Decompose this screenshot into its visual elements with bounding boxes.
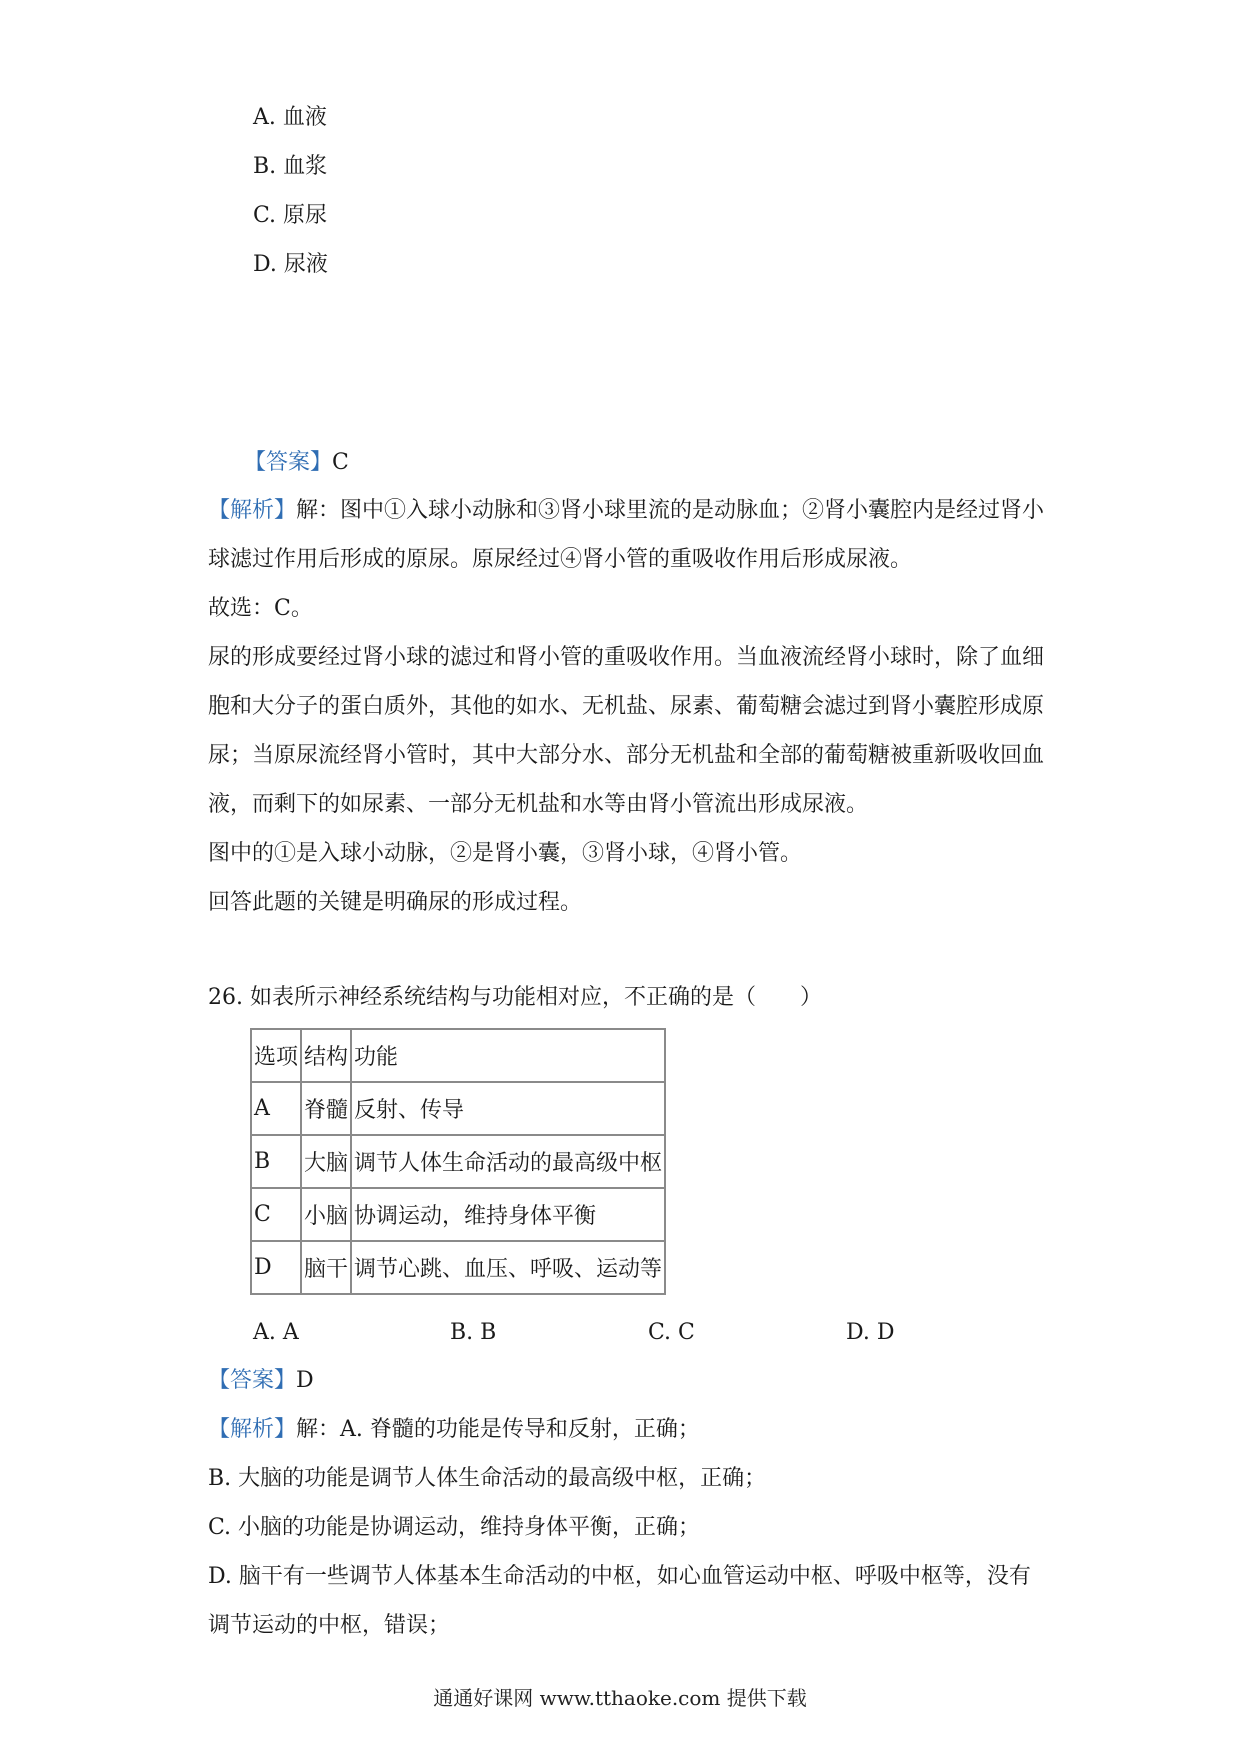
q25-option-b: B. 血浆 [253,154,328,179]
q26-analysis-line-3: C. 小脑的功能是协调运动，维持身体平衡，正确； [208,1515,701,1540]
q26-option-a: A. A [253,1320,299,1345]
table-cell: C [251,1188,301,1241]
q25-analysis-line-1 [208,496,1044,526]
table-cell: 协调运动，维持身体平衡 [351,1188,665,1241]
q25-analysis-line-7: 液，而剩下的如尿素、一部分无机盐和水等由肾小管流出形成尿液。 [208,792,869,817]
q25-analysis-line-3: 故选：C。 [208,596,313,621]
q25-analysis-line-6: 尿；当原尿流经肾小管时，其中大部分水、部分无机盐和全部的葡萄糖被重新吸收回血 [208,743,1045,768]
q26-analysis-line-4: D. 脑干有一些调节人体基本生命活动的中枢，如心血管运动中枢、呼吸中枢等，没有 [208,1564,1031,1589]
q25-analysis-line-2: 球滤过作用后形成的原尿。原尿经过④肾小管的重吸收作用后形成尿液。 [208,547,913,572]
q26-option-b: B. B [450,1320,497,1345]
table-cell: 小脑 [301,1188,351,1241]
table-row [251,1135,665,1188]
table-cell: 调节人体生命活动的最高级中枢 [351,1135,665,1188]
analysis-text: 解：A. 脊髓的功能是传导和反射，正确； [296,1417,700,1442]
answer-value: C [332,450,349,475]
table-cell: 脑干 [301,1241,351,1294]
q26-option-c: C. C [648,1320,695,1345]
table-cell: D [251,1241,301,1294]
q25-analysis-line-4: 尿的形成要经过肾小球的滤过和肾小管的重吸收作用。当血液流经肾小球时，除了血细 [208,645,1045,670]
table-row [251,1241,665,1294]
table-cell: A [251,1082,301,1135]
analysis-tag: 【解析】 [208,498,297,523]
q26-analysis-line-5: 调节运动的中枢，错误； [208,1613,451,1638]
q26-answer [208,1366,314,1396]
page-footer: 通通好课网 www.tthaoke.com 提供下载 [433,1686,807,1710]
table-cell: 脊髓 [301,1082,351,1135]
q26-stem: 26. 如表所示神经系统结构与功能相对应，不正确的是（ ） [208,985,822,1010]
table-cell: 功能 [351,1029,665,1082]
q26-analysis-line-2: B. 大脑的功能是调节人体生命活动的最高级中枢，正确； [208,1466,767,1491]
table-cell: 大脑 [301,1135,351,1188]
q25-option-a: A. 血液 [253,105,327,130]
answer-value: D [296,1368,314,1393]
analysis-text: 解：图中①入球小动脉和③肾小球里流的是动脉血；②肾小囊腔内是经过肾小 [296,498,1045,523]
q26-option-d: D. D [846,1320,895,1345]
table-cell: 调节心跳、血压、呼吸、运动等 [351,1241,665,1294]
q25-analysis-line-9: 回答此题的关键是明确尿的形成过程。 [208,890,583,915]
table-row [251,1082,665,1135]
q25-option-c: C. 原尿 [253,203,328,228]
table-cell: 选项 [251,1029,301,1082]
table-header-row [251,1029,665,1082]
analysis-tag: 【解析】 [208,1417,297,1442]
table-cell: 结构 [301,1029,351,1082]
table-cell: 反射、传导 [351,1082,665,1135]
q25-analysis-line-5: 胞和大分子的蛋白质外，其他的如水、无机盐、尿素、葡萄糖会滤过到肾小囊腔形成原 [208,694,1045,719]
answer-tag: 【答案】 [208,1368,297,1393]
table-cell: B [251,1135,301,1188]
table-row [251,1188,665,1241]
q25-option-d: D. 尿液 [253,252,328,277]
answer-tag: 【答案】 [244,450,333,475]
q25-answer [244,448,349,478]
q26-analysis-line-1 [208,1415,700,1445]
structure-function-table [250,1028,666,1295]
q25-analysis-line-8: 图中的①是入球小动脉，②是肾小囊，③肾小球，④肾小管。 [208,841,803,866]
